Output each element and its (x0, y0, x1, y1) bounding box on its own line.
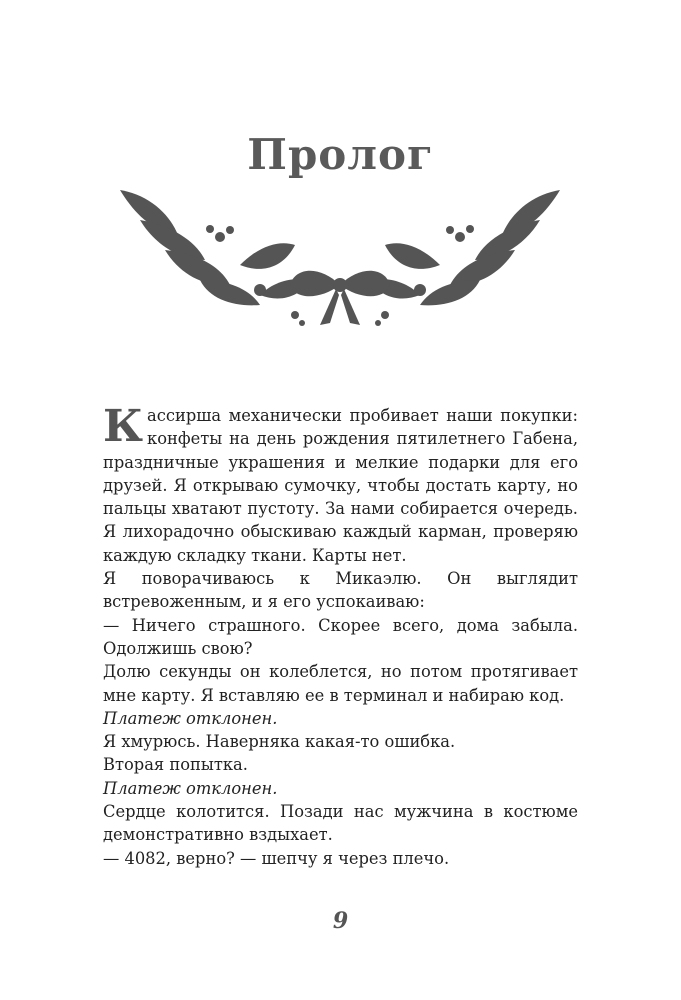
paragraph: Вторая попытка. (103, 755, 248, 775)
paragraph: Платеж отклонен. (103, 778, 278, 798)
body-text (103, 401, 578, 870)
drop-cap: К (103, 401, 144, 452)
paragraph: Я поворачиваюсь к Микаэлю. Он выглядит встревоженным, и я его успокаиваю: (103, 569, 578, 612)
paragraph: Я хмурюсь. Наверняка какая-то ошибка. (103, 732, 456, 752)
paragraph: Сердце колотится. Позади нас мужчина в костюме демонстративно вздыхает. (103, 802, 578, 845)
paragraph (103, 401, 578, 567)
paragraph: — 4082, верно? — шепчу я через плечо. (103, 848, 450, 868)
paragraph: Платеж отклонен. (103, 708, 278, 728)
holly-wreath-icon (110, 185, 570, 335)
paragraph: Долю секунды он колеблется, но потом протягивает мне карту. Я вставляю ее в терминал и набираю код. (103, 662, 578, 705)
paragraph: — Ничего страшного. Скорее всего, дома забыла. Одолжишь свою? (103, 615, 578, 658)
paragraph-text: ассирша механически пробивает наши покупки: конфеты на день рождения пятилетнего Габена, праздничные украшения и мелкие подарки для его друзей. Я открываю сумочку, чтобы достать карту, но пальцы хватают пустоту. За нами собирается очередь. Я лихорадочно обыскиваю каждый карман, проверяю каждую складку ткани. Карты нет. (103, 406, 578, 565)
chapter-title: Пролог (247, 130, 434, 179)
page-number: 9 (332, 908, 349, 934)
